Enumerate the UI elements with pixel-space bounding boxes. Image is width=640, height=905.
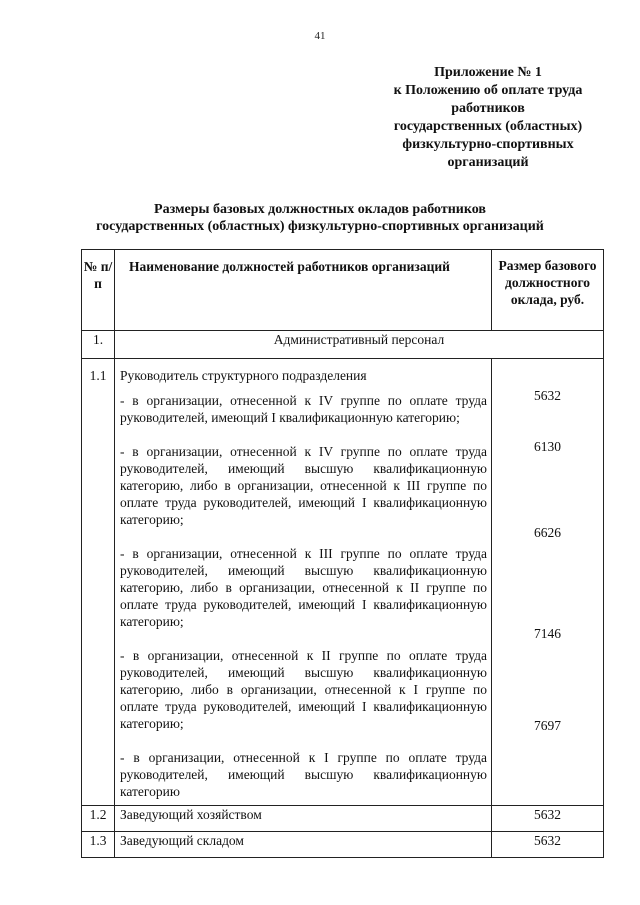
list-item: - в организации, отнесенной к III группе по оплате труда руководителей, имеющий высшую квалификационную категорию, либо в организации, отнесенной к II группе по оплате труда руководителей, имеющий I квалификационную категорию; — [120, 546, 487, 629]
price-value: 5632 — [492, 832, 604, 858]
appendix-line: физкультурно-спортивных — [402, 137, 574, 152]
table-row — [82, 832, 604, 858]
list-item: - в организации, отнесенной к IV группе по оплате труда руководителей, имеющий высшую квалификационную категорию, либо в организации, отнесенной к III группе по оплате труда руководителей, имеющий I квалификационную категорию; — [120, 444, 487, 527]
section-num: 1. — [82, 331, 115, 359]
row-name: Заведующий складом — [115, 832, 492, 858]
appendix-line: работников — [451, 101, 525, 116]
appendix-line: Приложение № 1 — [434, 65, 542, 80]
appendix-line: государственных (областных) — [393, 119, 583, 134]
row-name: Заведующий хозяйством — [115, 806, 492, 832]
page-number: 41 — [314, 30, 326, 42]
document-title-line: государственных (областных) физкультурно-спортивных организаций — [96, 219, 544, 234]
row-num: 1.2 — [82, 806, 115, 832]
price-value: 7697 — [534, 718, 561, 733]
document-title — [40, 201, 600, 235]
header-name: Наименование должностей работников организаций — [115, 250, 492, 331]
appendix-line: к Положению об оплате труда — [393, 83, 583, 98]
price-value: 6130 — [534, 439, 561, 454]
list-item: - в организации, отнесенной к I группе по оплате труда руководителей, имеющий высшую квалификационную категорию — [120, 750, 487, 799]
header-num: № п/п — [82, 250, 115, 331]
list-item: - в организации, отнесенной к II группе по оплате труда руководителей, имеющий высшую квалификационную категорию, либо в организации, отнесенной к I группе по оплате труда руководителей, имеющий I квалификационную категорию; — [120, 648, 487, 731]
row-num: 1.3 — [82, 832, 115, 858]
appendix-header — [356, 64, 620, 172]
row-num: 1.1 — [82, 359, 115, 806]
table-header-row — [82, 250, 604, 331]
price-value: 6626 — [534, 525, 561, 540]
appendix-line: организаций — [447, 155, 529, 170]
header-price: Размер базового должностного оклада, руб. — [492, 250, 604, 331]
section-title: Административный персонал — [115, 331, 604, 359]
table-row — [82, 359, 604, 806]
row-prices — [492, 359, 604, 806]
document-title-line: Размеры базовых должностных окладов работников — [154, 202, 486, 217]
list-item: - в организации, отнесенной к IV группе по оплате труда руководителей, имеющий I квалификационную категорию; — [120, 393, 487, 425]
salary-table — [81, 249, 604, 858]
price-value: 5632 — [492, 806, 604, 832]
row-subhead: Руководитель структурного подразделения — [120, 368, 367, 383]
table-row — [82, 806, 604, 832]
section-row — [82, 331, 604, 359]
price-value: 7146 — [534, 626, 561, 641]
price-value: 5632 — [534, 388, 561, 403]
row-name — [115, 359, 492, 806]
